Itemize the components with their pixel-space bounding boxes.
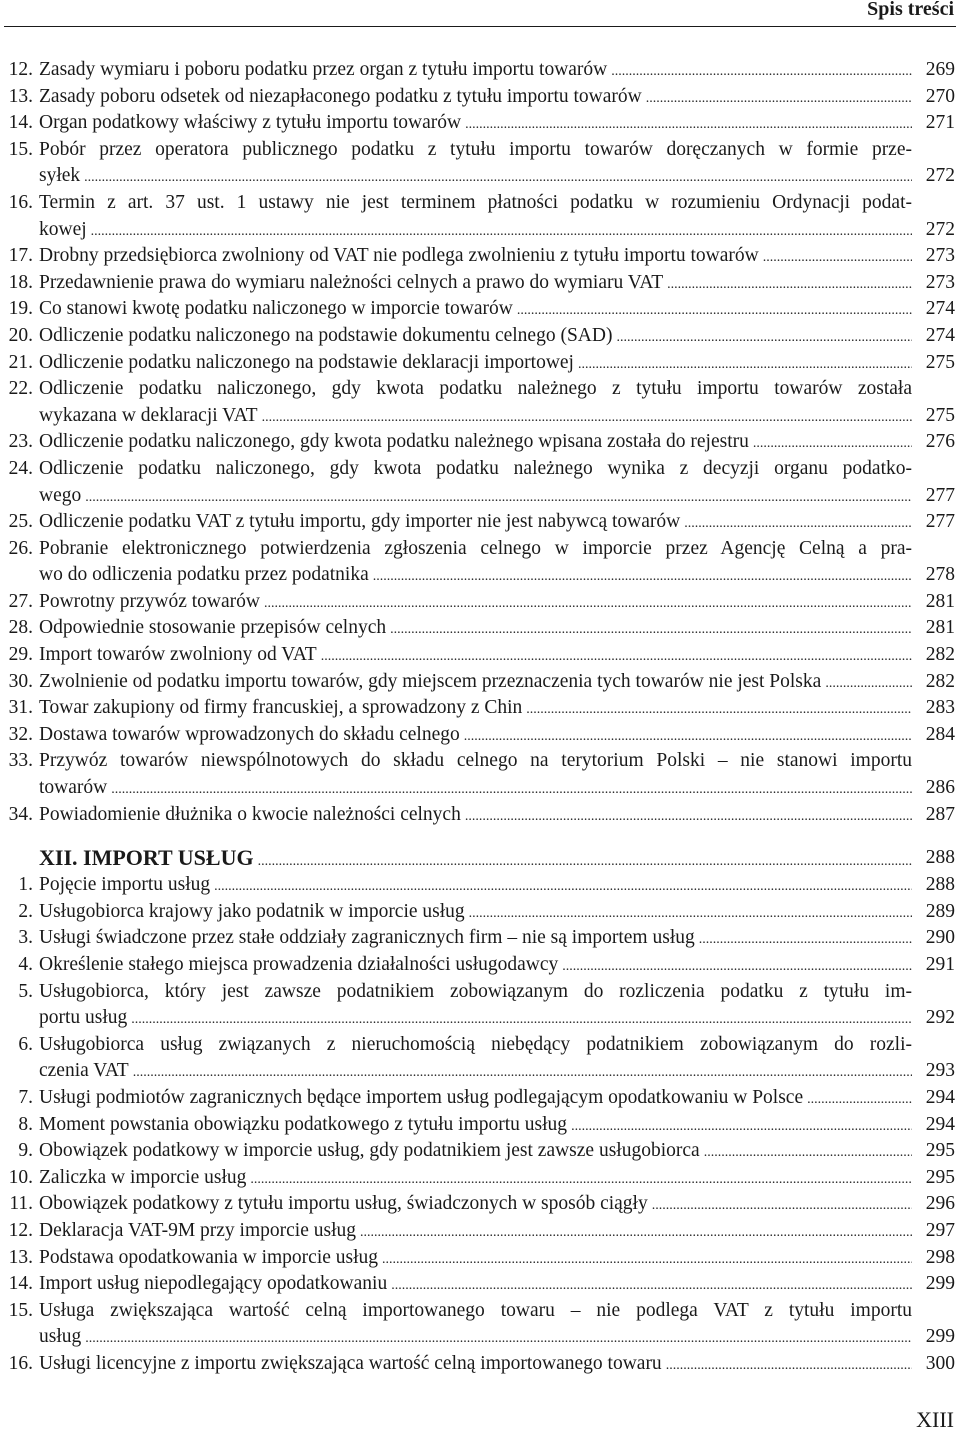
toc-entry-page: 299 [925, 1273, 955, 1295]
toc-entry-title: Powiadomienie dłużnika o kwocie należności celnych [39, 803, 461, 825]
toc-entry-title: Odliczenie podatku naliczonego, gdy kwota podatku należnego z tytułu importu towarów została [39, 378, 912, 400]
dot-leader [321, 642, 912, 671]
toc-entry-number: 25. [8, 511, 33, 533]
dot-leader [571, 1112, 912, 1141]
toc-entry-number: 32. [8, 723, 33, 745]
toc-entry-number: 14. [8, 1273, 33, 1295]
toc-entry-title: Usługobiorca usług związanych z nieruchomością niebędący podatnikiem zobowiązanym do rozli- [39, 1033, 912, 1055]
toc-entry[interactable] [0, 1218, 960, 1245]
toc-entry-title: Drobny przedsiębiorca zwolniony od VAT nie podlega zwolnieniu z tytułu importu towarów [39, 245, 759, 267]
toc-entry-title: Deklaracja VAT-9M przy imporcie usług [39, 1219, 356, 1241]
toc-entry-number: 16. [8, 1352, 33, 1374]
dot-leader [684, 509, 912, 538]
toc-entry[interactable] [0, 296, 960, 323]
toc-entry-page: 295 [925, 1166, 955, 1188]
toc-entry-title: towarów [39, 777, 108, 799]
page-header [0, 0, 960, 26]
dot-leader [704, 1138, 912, 1167]
toc-entry-page: 284 [925, 723, 955, 745]
toc-entry-title: Określenie stałego miejsca prowadzenia działalności usługodawcy [39, 954, 559, 975]
toc-entry-number: 23. [8, 431, 33, 453]
toc-entry-title: usług [39, 1326, 82, 1348]
toc-entry-title: Przywóz towarów niewspólnotowych do składu celnego na terytorium Polski – nie stanowi importu [39, 750, 912, 772]
toc-entry-page: 299 [925, 1326, 955, 1348]
toc-entry-title: syłek [39, 165, 81, 187]
toc-entry-title: wo do odliczenia podatku przez podatnika [39, 564, 369, 586]
toc-entry-page: 275 [925, 351, 955, 373]
toc-entry[interactable] [0, 536, 960, 589]
dot-leader [250, 1165, 912, 1194]
toc-entry[interactable] [0, 137, 960, 190]
toc-entry[interactable] [0, 110, 960, 137]
toc-entry[interactable] [0, 1351, 960, 1378]
dot-leader [465, 802, 912, 831]
toc-entry-page: 295 [925, 1140, 955, 1162]
dot-leader [360, 1218, 912, 1247]
toc-entry-page: 282 [925, 670, 955, 692]
page-number: XIII [916, 1407, 954, 1432]
dot-leader [264, 589, 912, 618]
toc-entry-number: 17. [8, 245, 33, 267]
dot-leader [262, 403, 912, 432]
toc-entry-title: Usługa zwiększająca wartość celną importowanego towaru – nie podlega VAT z tytułu importu [39, 1299, 912, 1321]
toc-entry-number: 4. [18, 954, 33, 975]
toc-entry[interactable] [0, 190, 960, 243]
toc-entry-number: 9. [18, 1140, 33, 1162]
toc-entry-page: 272 [925, 218, 955, 240]
toc-entry-title: Co stanowi kwotę podatku naliczonego w imporcie towarów [39, 298, 513, 320]
toc-entry-title: Pobór przez operatora publicznego podatku z tytułu importu towarów doręczanych w formie prze- [39, 138, 912, 160]
toc-entry-title: wego [39, 484, 82, 506]
toc-entry-number: 13. [8, 1246, 33, 1268]
section-page: 288 [925, 847, 955, 869]
dot-leader [611, 57, 912, 86]
toc-entry-title: Zwolnienie od podatku importu towarów, gdy miejscem przeznaczenia tych towarów nie jest Polska [39, 670, 822, 692]
dot-leader [91, 217, 912, 246]
toc-entry[interactable] [0, 270, 960, 297]
toc-entry-page: 293 [925, 1060, 955, 1082]
toc-entry-number: 33. [8, 750, 33, 772]
dot-leader [699, 925, 912, 954]
dot-leader [85, 1324, 912, 1353]
dot-leader [373, 562, 912, 591]
toc-entry-page: 292 [925, 1007, 955, 1029]
toc-entry-page: 275 [925, 404, 955, 426]
dot-leader [133, 1058, 912, 1087]
toc-entry-number: 8. [18, 1113, 33, 1135]
toc-entry-title: Zasady wymiaru i poboru podatku przez organ z tytułu importu towarów [39, 59, 608, 80]
toc-entry-title: Odliczenie podatku VAT z tytułu importu, gdy importer nie jest nabywcą towarów [39, 511, 681, 533]
toc-entry-number: 7. [18, 1086, 33, 1108]
toc-entry[interactable] [0, 1032, 960, 1085]
toc-entry-title: czenia VAT [39, 1060, 129, 1082]
toc-entry-page: 276 [925, 431, 955, 453]
toc-entry[interactable] [0, 642, 960, 669]
header-rule [4, 26, 956, 27]
toc-entry-page: 272 [925, 165, 955, 187]
dot-leader [469, 899, 912, 928]
toc-entry-number: 26. [8, 537, 33, 559]
dot-leader [464, 722, 912, 751]
toc-entry-number: 20. [8, 324, 33, 346]
toc-entry-number: 22. [8, 378, 33, 400]
toc-entry-page: 288 [925, 874, 955, 896]
toc-entry-title: Obowiązek podatkowy w imporcie usług, gdy podatnikiem jest zawsze usługobiorca [39, 1140, 700, 1162]
toc-entry-page: 289 [925, 900, 955, 922]
header-title: Spis treści [867, 0, 954, 20]
toc-entry[interactable] [0, 1191, 960, 1218]
toc-entry[interactable] [0, 1085, 960, 1112]
toc-entry-page: 274 [925, 324, 955, 346]
toc-entry[interactable] [0, 872, 960, 899]
toc-entry-page: 269 [925, 59, 955, 80]
dot-leader [646, 84, 912, 113]
toc-entry-number: 31. [8, 697, 33, 719]
toc-entry-title: Obowiązek podatkowy z tytułu importu usług, świadczonych w sposób ciągły [39, 1193, 648, 1215]
toc-entry-page: 290 [925, 927, 955, 949]
toc-entry-page: 296 [925, 1193, 955, 1215]
toc-entry-number: 11. [9, 1193, 33, 1215]
dot-leader [526, 695, 912, 724]
toc-entry-title: Zasady poboru odsetek od niezapłaconego podatku z tytułu importu towarów [39, 85, 642, 107]
toc-entry-page: 271 [925, 112, 955, 134]
toc-entry[interactable] [0, 429, 960, 456]
toc-entry-title: Odliczenie podatku naliczonego na podstawie dokumentu celnego (SAD) [39, 324, 613, 346]
dot-leader [825, 669, 912, 698]
toc-entry[interactable] [0, 695, 960, 722]
dot-leader [84, 163, 912, 192]
dot-leader [111, 775, 912, 804]
toc-entry-page: 294 [925, 1086, 955, 1108]
toc-entry-title: wykazana w deklaracji VAT [39, 404, 258, 426]
toc-entry-number: 30. [8, 670, 33, 692]
toc-entry[interactable] [0, 243, 960, 270]
toc-entry[interactable] [0, 456, 960, 509]
toc-entry-page: 294 [925, 1113, 955, 1135]
toc-entry-number: 15. [8, 138, 33, 160]
toc-entry-page: 298 [925, 1246, 955, 1268]
dot-leader [652, 1191, 912, 1220]
toc-entry-title: Odpowiednie stosowanie przepisów celnych [39, 617, 387, 639]
dot-leader [562, 952, 912, 981]
toc-entry-number: 12. [8, 59, 33, 80]
toc-entry-number: 10. [8, 1166, 33, 1188]
toc-entry-title: Moment powstania obowiązku podatkowego z tytułu importu usług [39, 1113, 568, 1135]
toc-entry-page: 297 [925, 1219, 955, 1241]
toc-entry-title: kowej [39, 218, 87, 240]
toc-entry-page: 278 [925, 564, 955, 586]
toc-entry[interactable] [0, 509, 960, 536]
toc-entry[interactable] [0, 1298, 960, 1351]
toc-entry[interactable] [0, 899, 960, 926]
toc-entry[interactable] [0, 1165, 960, 1192]
dot-leader [85, 483, 912, 512]
toc-entry-number: 12. [8, 1219, 33, 1241]
toc-entry-page: 273 [925, 271, 955, 293]
toc-entry[interactable] [0, 669, 960, 696]
dot-leader [753, 429, 912, 458]
toc-entry-title: Usługi świadczone przez stałe oddziały zagranicznych firm – nie są importem usług [39, 927, 695, 949]
toc-entry-number: 18. [8, 271, 33, 293]
toc-entry-page: 273 [925, 245, 955, 267]
toc-entry-page: 286 [925, 777, 955, 799]
toc-entry[interactable] [0, 1112, 960, 1139]
toc-entry[interactable] [0, 350, 960, 377]
toc-entry-title: Odliczenie podatku naliczonego, gdy kwota podatku należnego wpisana została do rejestru [39, 431, 749, 453]
toc-entry-title: Import towarów zwolniony od VAT [39, 644, 317, 666]
toc-entry-title: Powrotny przywóz towarów [39, 590, 260, 612]
toc-entry-number: 19. [8, 298, 33, 320]
dot-leader [465, 110, 912, 139]
toc-entry-page: 274 [925, 298, 955, 320]
toc-entry[interactable] [0, 1271, 960, 1298]
toc-entry-page: 282 [925, 644, 955, 666]
toc-entry-title: Pobranie elektronicznego potwierdzenia zgłoszenia celnego w imporcie przez Agencję Celną a pra- [39, 537, 912, 559]
dot-leader [667, 270, 912, 299]
toc-entry[interactable] [0, 376, 960, 429]
toc-entry-number: 2. [18, 900, 33, 922]
toc-entry[interactable] [0, 802, 960, 829]
toc-entry-number: 24. [8, 457, 33, 479]
toc-entry-title: Podstawa opodatkowania w imporcie usług [39, 1246, 379, 1268]
dot-leader [517, 296, 912, 325]
toc-entry-number: 28. [8, 617, 33, 639]
toc-entry[interactable] [0, 925, 960, 952]
dot-leader [616, 323, 912, 352]
toc-entry-title: Import usług niepodlegający opodatkowaniu [39, 1273, 388, 1295]
dot-leader [807, 1085, 912, 1114]
dot-leader [214, 872, 912, 901]
toc-entry-number: 34. [8, 803, 33, 825]
toc-entry-title: Zaliczka w imporcie usług [39, 1166, 247, 1188]
toc-entry-title: Organ podatkowy właściwy z tytułu importu towarów [39, 112, 462, 134]
toc-entry-number: 5. [18, 980, 33, 1002]
toc-entry-page: 277 [925, 511, 955, 533]
dot-leader [390, 615, 912, 644]
toc-entry-number: 14. [8, 112, 33, 134]
toc-entry[interactable] [0, 748, 960, 801]
section-heading[interactable] [0, 828, 960, 872]
toc-entry-title: Odliczenie podatku naliczonego na podstawie deklaracji importowej [39, 351, 574, 373]
toc-entry[interactable] [0, 979, 960, 1032]
toc-entry[interactable] [0, 722, 960, 749]
toc-entry-title: Usługi podmiotów zagranicznych będące importem usług podlegającym opodatkowaniu w Polsce [39, 1086, 804, 1108]
toc-entry-page: 291 [925, 954, 955, 975]
toc-entry-title: Usługobiorca krajowy jako podatnik w imporcie usług [39, 900, 465, 922]
toc-entry-title: Pojęcie importu usług [39, 874, 211, 896]
toc-entry-page: 270 [925, 85, 955, 107]
toc-entry-number: 29. [8, 644, 33, 666]
dot-leader [763, 243, 912, 272]
toc-entry[interactable] [0, 1245, 960, 1272]
toc-entry[interactable] [0, 84, 960, 111]
toc-entry-number: 1. [18, 874, 33, 896]
toc-entry-title: Dostawa towarów wprowadzonych do składu celnego [39, 723, 460, 745]
toc-entry-page: 283 [925, 697, 955, 719]
toc-entry-title: Towar zakupiony od firmy francuskiej, a sprowadzony z Chin [39, 697, 523, 719]
toc-entry-title: Usługobiorca, który jest zawsze podatnikiem zobowiązanym do rozliczenia podatku z tytułu im- [39, 980, 912, 1002]
dot-leader [391, 1271, 912, 1300]
dot-leader [578, 350, 912, 379]
dot-leader [666, 1351, 912, 1380]
toc-entry-page: 287 [925, 803, 955, 825]
toc-entry-title: Usługi licencyjne z importu zwiększająca wartość celną importowanego towaru [39, 1352, 662, 1374]
toc-entry-title: Przedawnienie prawa do wymiaru należności celnych a prawo do wymiaru VAT [39, 271, 664, 293]
toc-entry[interactable] [0, 1138, 960, 1165]
toc-entry-page: 300 [925, 1352, 955, 1374]
section-title: XII. IMPORT USŁUG [39, 845, 254, 871]
toc-entry-title: portu usług [39, 1007, 128, 1029]
toc-entry-number: 13. [8, 85, 33, 107]
toc-entry-number: 15. [8, 1299, 33, 1321]
toc-entry-number: 6. [18, 1033, 33, 1055]
toc-entry-number: 21. [8, 351, 33, 373]
toc-entry-number: 27. [8, 590, 33, 612]
toc-entry[interactable] [0, 589, 960, 616]
toc-entry[interactable] [0, 952, 960, 979]
toc-entry-title: Odliczenie podatku naliczonego, gdy kwota podatku należnego wynika z decyzji organu podatko- [39, 457, 912, 479]
toc-entry-number: 3. [18, 927, 33, 949]
toc-entry-page: 281 [925, 617, 955, 639]
toc-entry[interactable] [0, 57, 960, 84]
dot-leader [131, 1005, 912, 1034]
toc-entry-page: 277 [925, 484, 955, 506]
dot-leader [382, 1245, 912, 1274]
toc-entry[interactable] [0, 323, 960, 350]
toc-entry-number: 16. [8, 191, 33, 213]
toc-entry-page: 281 [925, 590, 955, 612]
table-of-contents [0, 57, 960, 1378]
toc-entry[interactable] [0, 615, 960, 642]
toc-entry-title: Termin z art. 37 ust. 1 ustawy nie jest terminem płatności podatku w rozumieniu Ordynacji podat- [39, 191, 912, 213]
